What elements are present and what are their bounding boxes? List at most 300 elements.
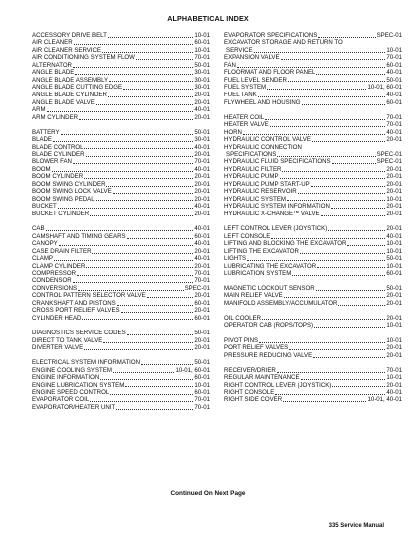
index-entry-label: CAB bbox=[32, 225, 45, 233]
index-entry-label: CYLINDER HEAD bbox=[32, 314, 82, 322]
continued-note: Continued On Next Page bbox=[170, 490, 246, 497]
index-entry-page: 40-01 bbox=[194, 106, 210, 114]
dot-leader bbox=[116, 409, 193, 410]
index-entry bbox=[32, 382, 210, 389]
index-entry bbox=[32, 225, 210, 232]
index-entry-label: CAMSHAFT AND TIMING GEARS bbox=[32, 232, 126, 240]
index-entry bbox=[32, 292, 210, 299]
dot-leader bbox=[332, 386, 385, 387]
index-entry-page: 50-01 bbox=[386, 76, 402, 84]
index-entry bbox=[32, 136, 210, 143]
dot-leader bbox=[317, 267, 385, 268]
index-entry-page: 30-01 bbox=[194, 76, 210, 84]
index-entry-label: OIL COOLER bbox=[224, 314, 262, 322]
index-entry-page: 60-01 bbox=[386, 270, 402, 277]
index-entry bbox=[32, 47, 210, 54]
index-entry-label: ENGINE LUBRICATION SYSTEM bbox=[32, 381, 125, 389]
index-entry bbox=[32, 330, 210, 337]
index-entry bbox=[32, 106, 210, 113]
dot-leader bbox=[321, 215, 386, 216]
dot-leader bbox=[77, 275, 193, 276]
index-entry-page: 40-01 bbox=[386, 389, 402, 396]
index-entry-page: 10-01 bbox=[386, 322, 402, 330]
dot-leader bbox=[102, 52, 193, 53]
index-entry-page: 10-01 bbox=[386, 247, 402, 255]
index-entry bbox=[32, 270, 210, 277]
dot-leader bbox=[328, 230, 385, 231]
index-entry bbox=[224, 129, 402, 136]
index-entry-page: 20-01 bbox=[386, 188, 402, 196]
index-entry-page: 20-01 bbox=[386, 225, 402, 233]
index-entry-page: 20-01 bbox=[194, 292, 210, 300]
index-entry-label: ALTERNATOR bbox=[32, 61, 72, 69]
index-entry-page: 20-01 bbox=[386, 292, 402, 300]
index-entry-page: 10-01 bbox=[194, 381, 210, 389]
index-entry-label: BLADE bbox=[32, 136, 52, 144]
index-gap bbox=[224, 277, 402, 284]
index-entry bbox=[224, 99, 402, 106]
dot-leader bbox=[318, 37, 375, 38]
dot-leader bbox=[61, 134, 194, 135]
index-entry bbox=[224, 240, 402, 247]
index-entry bbox=[224, 39, 402, 46]
index-entry bbox=[224, 315, 402, 322]
dot-leader bbox=[108, 37, 194, 38]
dot-leader bbox=[258, 96, 386, 97]
index-entry bbox=[224, 233, 402, 240]
dot-leader bbox=[73, 67, 193, 68]
index-entry-page: 50-01 bbox=[194, 359, 210, 367]
dot-leader bbox=[121, 312, 194, 313]
index-entry-label: CLAMP bbox=[32, 255, 53, 263]
dot-leader bbox=[292, 275, 385, 276]
dot-leader bbox=[54, 260, 193, 261]
index-entry-label: SERVICE bbox=[226, 46, 253, 54]
index-entry bbox=[224, 166, 402, 173]
index-entry-label: BOOM SWING CYLINDER bbox=[32, 180, 106, 188]
index-entry-label: SPECIFICATIONS bbox=[226, 151, 277, 158]
index-entry-label: HYDRAULIC SYSTEM bbox=[224, 195, 286, 203]
index-entry bbox=[224, 263, 402, 270]
dot-leader bbox=[331, 208, 386, 209]
index-entry-label: ANGLE BLADE CUTTING EDGE bbox=[32, 84, 123, 92]
index-entry bbox=[224, 337, 402, 344]
index-entry-label: FUEL LEVEL SENDER bbox=[224, 76, 287, 84]
index-entry-page: 70-01 bbox=[194, 396, 210, 404]
index-entry bbox=[32, 337, 210, 344]
index-entry bbox=[32, 255, 210, 262]
dot-leader bbox=[86, 267, 193, 268]
index-entry-label: DIVERTER VALVE bbox=[32, 344, 84, 352]
index-entry-label: RECEIVER/DRIER bbox=[224, 366, 276, 374]
index-gap bbox=[224, 218, 402, 225]
index-entry bbox=[32, 166, 210, 173]
index-entry-page: 10-01 bbox=[386, 374, 402, 382]
index-entry-label: LEFT CONTROL LEVER (JOYSTICK) bbox=[224, 225, 328, 233]
index-entry-label: LIFTING THE EXCAVATOR bbox=[224, 247, 299, 255]
index-entry-page: 40-01 bbox=[194, 143, 210, 151]
index-entry-label: AIR CONDITIONING SYSTEM FLOW bbox=[32, 54, 135, 62]
index-entry bbox=[32, 211, 210, 218]
index-entry-page: 40-01 bbox=[386, 69, 402, 77]
index-entry-page: 70-01 bbox=[194, 158, 210, 166]
dot-leader bbox=[47, 111, 194, 112]
dot-leader bbox=[113, 372, 175, 373]
index-entry-label: FLOORMAT AND FLOOR PANEL bbox=[224, 69, 316, 77]
index-gap bbox=[224, 307, 402, 314]
index-entry bbox=[224, 188, 402, 195]
index-entry-label: ANGLE BLADE bbox=[32, 69, 75, 77]
dot-leader bbox=[262, 319, 385, 320]
index-entry-page: 50-01 bbox=[194, 128, 210, 136]
index-entry-label: BOOM SWING LOCK VALVE bbox=[32, 188, 112, 196]
index-entry-page: 70-01 bbox=[386, 366, 402, 374]
index-gap bbox=[224, 330, 402, 337]
index-entry-label: ARM bbox=[32, 106, 46, 114]
index-entry-page: 40-01 bbox=[386, 91, 402, 99]
index-entry-page: 70-01 bbox=[194, 54, 210, 62]
index-entry-label: MAGNETIC LOCKOUT SENSOR bbox=[224, 284, 315, 292]
index-entry bbox=[224, 62, 402, 69]
index-entry-label: RIGHT SIDE COVER bbox=[224, 396, 283, 404]
index-entry-page: 60-01 bbox=[194, 389, 210, 396]
dot-leader bbox=[302, 104, 386, 105]
index-entry-label: DIAGNOSTICS SERVICE CODES bbox=[32, 329, 126, 337]
index-entry-label: ANGLE BLADE CYLINDER bbox=[32, 91, 107, 99]
index-entry bbox=[224, 255, 402, 262]
index-entry-page: 20-01 bbox=[386, 210, 402, 218]
dot-leader bbox=[82, 319, 193, 320]
dot-leader bbox=[100, 379, 193, 380]
index-entry-label: FLYWHEEL AND HOUSING bbox=[224, 98, 301, 106]
index-entry bbox=[32, 173, 210, 180]
index-entry-label: HYDRAULIC SYSTEM INFORMATION bbox=[224, 203, 330, 211]
index-entry-page: 40-01 bbox=[194, 203, 210, 211]
index-entry bbox=[32, 344, 210, 351]
index-entry bbox=[32, 62, 210, 69]
dot-leader bbox=[123, 89, 193, 90]
index-entry-label: CANOPY bbox=[32, 240, 58, 248]
dot-leader bbox=[127, 334, 194, 335]
index-entry-page: 20-01 bbox=[386, 173, 402, 181]
index-entry-label: CASE DRAIN FILTER bbox=[32, 247, 92, 255]
index-entry-label: DIRECT TO TANK VALVE bbox=[32, 336, 103, 344]
index-entry-label: HORN bbox=[224, 128, 242, 136]
index-entry-page: 30-01 bbox=[194, 69, 210, 77]
dot-leader bbox=[301, 379, 386, 380]
dot-leader bbox=[84, 178, 193, 179]
index-entry-label: LIFTING AND BLOCKING THE EXCAVATOR bbox=[224, 240, 347, 248]
index-entry-label: PIVOT PINS bbox=[224, 336, 259, 344]
index-entry bbox=[32, 307, 210, 314]
index-entry-label: HYDRAULIC CONNECTION bbox=[224, 143, 302, 151]
index-entry-label: ENGINE COOLING SYSTEM bbox=[32, 366, 112, 374]
dot-leader bbox=[46, 230, 194, 231]
index-entry-label: HYDRAULIC PUMP START-UP bbox=[224, 180, 310, 188]
index-entry-page: 20-01 bbox=[194, 173, 210, 181]
dot-leader bbox=[332, 163, 376, 164]
dot-leader bbox=[270, 126, 386, 127]
index-entry-label: ANGLE BLADE ASSEMBLY bbox=[32, 76, 109, 84]
dot-leader bbox=[237, 67, 386, 68]
index-entry-label: BOOM CYLINDER bbox=[32, 173, 84, 181]
index-entry bbox=[32, 92, 210, 99]
index-entry bbox=[32, 77, 210, 84]
index-entry-page: 20-01 bbox=[194, 98, 210, 106]
index-entry-page: 40-01 bbox=[386, 128, 402, 136]
index-entry-page: 10-01, 40-01 bbox=[367, 396, 402, 404]
index-entry-page: 60-01 bbox=[194, 39, 210, 47]
index-entry-page: 60-01 bbox=[194, 314, 210, 322]
index-entry-page: 20-01 bbox=[194, 262, 210, 270]
dot-leader bbox=[267, 89, 366, 90]
index-entry bbox=[224, 54, 402, 61]
index-entry bbox=[32, 367, 210, 374]
dot-leader bbox=[73, 282, 194, 283]
dot-leader bbox=[84, 148, 193, 149]
index-gap bbox=[224, 106, 402, 113]
dot-leader bbox=[283, 401, 366, 402]
dot-leader bbox=[108, 96, 194, 97]
index-entry-label: COMPRESSOR bbox=[32, 270, 77, 277]
index-entry-label: EXPANSION VALVE bbox=[224, 54, 280, 62]
index-entry-page: 10-01 bbox=[386, 46, 402, 54]
index-entry-page: 70-01 bbox=[194, 403, 210, 411]
index-entry-page: 20-01 bbox=[386, 381, 402, 389]
index-entry-label: EXCAVATOR STORAGE AND RETURN TO bbox=[224, 39, 343, 47]
index-gap bbox=[224, 359, 402, 366]
dot-leader bbox=[109, 81, 193, 82]
index-entry-page: 60-01 bbox=[194, 299, 210, 307]
index-column-left bbox=[32, 32, 210, 411]
dot-leader bbox=[259, 342, 385, 343]
dot-leader bbox=[117, 305, 194, 306]
index-entry-page: SPEC-01 bbox=[376, 151, 402, 158]
index-gap bbox=[32, 121, 210, 128]
index-entry bbox=[32, 263, 210, 270]
index-entry-label: ARM CYLINDER bbox=[32, 113, 79, 121]
index-entry-label: BOOM bbox=[32, 165, 51, 173]
index-entry-page: 10-01, 60-01 bbox=[367, 84, 402, 92]
dot-leader bbox=[125, 386, 193, 387]
dot-leader bbox=[288, 81, 386, 82]
dot-leader bbox=[52, 171, 194, 172]
index-entry-page: SPEC-01 bbox=[376, 32, 402, 39]
index-entry-page: 30-01 bbox=[194, 84, 210, 92]
index-entry-label: HYDRAULIC X-CHANGE™ VALVE bbox=[224, 210, 320, 218]
dot-leader bbox=[265, 119, 385, 120]
index-entry-label: ENGINE SPEED CONTROL bbox=[32, 389, 110, 396]
index-entry-label: LEFT CONSOLE bbox=[224, 232, 271, 240]
index-entry bbox=[32, 39, 210, 46]
index-entry bbox=[32, 300, 210, 307]
dot-leader bbox=[298, 193, 386, 194]
index-entry bbox=[32, 181, 210, 188]
index-entry-page: 70-01 bbox=[386, 54, 402, 62]
index-entry-label: CONVERSIONS bbox=[32, 284, 78, 292]
index-entry-page: 50-01 bbox=[386, 284, 402, 292]
dot-leader bbox=[347, 245, 385, 246]
index-entry-label: FAN bbox=[224, 61, 236, 69]
index-entry bbox=[224, 181, 402, 188]
dot-leader bbox=[73, 163, 193, 164]
index-entry bbox=[224, 144, 402, 151]
index-entry-label: ELECTRICAL SYSTEM INFORMATION bbox=[32, 359, 141, 367]
index-entry bbox=[224, 114, 402, 121]
index-entry-label: LIGHTS bbox=[224, 255, 247, 263]
index-entry bbox=[224, 248, 402, 255]
index-entry bbox=[224, 285, 402, 292]
index-entry-label: FUEL SYSTEM bbox=[224, 84, 267, 92]
dot-leader bbox=[86, 156, 194, 157]
index-entry-label: EVAPORATOR SPECIFICATIONS bbox=[224, 32, 318, 39]
index-entry bbox=[224, 136, 402, 143]
dot-leader bbox=[53, 141, 193, 142]
index-entry bbox=[224, 92, 402, 99]
index-entry-page: 20-01 bbox=[194, 113, 210, 121]
dot-leader bbox=[90, 215, 193, 216]
index-entry-page: 20-01 bbox=[194, 344, 210, 352]
index-entry-label: CRANKSHAFT AND PISTONS bbox=[32, 299, 116, 307]
dot-leader bbox=[284, 297, 386, 298]
index-gap bbox=[32, 352, 210, 359]
index-entry-page: 20-01 bbox=[194, 210, 210, 218]
dot-leader bbox=[275, 394, 385, 395]
index-entry-page: 20-01 bbox=[194, 195, 210, 203]
index-entry bbox=[32, 144, 210, 151]
page-title: ALPHABETICAL INDEX bbox=[167, 14, 249, 23]
index-entry-label: CONDENSOR bbox=[32, 277, 72, 285]
index-entry-page: 50-01 bbox=[194, 329, 210, 337]
index-entry-page: 20-01 bbox=[194, 307, 210, 315]
index-entry-label: BUCKET bbox=[32, 203, 57, 211]
dot-leader bbox=[316, 74, 385, 75]
dot-leader bbox=[254, 52, 386, 53]
dot-leader bbox=[282, 171, 385, 172]
index-entry-page: 40-01 bbox=[194, 255, 210, 263]
index-entry bbox=[32, 359, 210, 366]
index-entry-label: BOOM SWING PEDAL bbox=[32, 195, 95, 203]
index-entry-page: 70-01 bbox=[194, 277, 210, 285]
index-entry bbox=[32, 315, 210, 322]
index-entry-label: ENGINE INFORMATION bbox=[32, 374, 100, 382]
index-entry bbox=[224, 322, 402, 329]
dot-leader bbox=[287, 200, 385, 201]
index-entry bbox=[32, 285, 210, 292]
index-entry-page: 20-01 bbox=[386, 299, 402, 307]
index-entry-label: PORT RELIEF VALVES bbox=[224, 344, 289, 352]
index-entry-page: 10-01 bbox=[386, 336, 402, 344]
index-entry bbox=[224, 225, 402, 232]
dot-leader bbox=[84, 349, 193, 350]
index-entry bbox=[224, 292, 402, 299]
index-entry bbox=[224, 151, 402, 158]
dot-leader bbox=[289, 349, 385, 350]
index-entry bbox=[224, 47, 402, 54]
dot-leader bbox=[90, 401, 193, 402]
index-entry bbox=[32, 84, 210, 91]
index-entry bbox=[32, 404, 210, 411]
index-entry-label: HEATER VALVE bbox=[224, 121, 269, 129]
index-entry bbox=[224, 367, 402, 374]
dot-leader bbox=[271, 238, 385, 239]
index-entry bbox=[32, 396, 210, 403]
index-entry-label: RIGHT CONTROL LEVER (JOYSTICK) bbox=[224, 381, 332, 389]
dot-leader bbox=[314, 327, 385, 328]
index-entry-page: 60-01 bbox=[194, 232, 210, 240]
index-entry-page: 10-01 bbox=[194, 32, 210, 39]
index-entry bbox=[32, 129, 210, 136]
dot-leader bbox=[74, 44, 194, 45]
dot-leader bbox=[311, 186, 386, 187]
index-entry-label: OPERATOR CAB (ROPS/TOPS) bbox=[224, 322, 314, 330]
index-entry-page: 10-01 bbox=[386, 262, 402, 270]
index-entry-page: 60-01 bbox=[386, 61, 402, 69]
index-entry bbox=[224, 389, 402, 396]
index-entry-label: BLADE CYLINDER bbox=[32, 151, 85, 158]
index-entry bbox=[32, 158, 210, 165]
dot-leader bbox=[127, 238, 194, 239]
index-entry bbox=[32, 240, 210, 247]
index-entry-label: REGULAR MAINTENANCE bbox=[224, 374, 300, 382]
index-entry-label: LUBRICATING THE EXCAVATOR bbox=[224, 262, 317, 270]
index-entry bbox=[224, 374, 402, 381]
index-gap bbox=[32, 322, 210, 329]
index-entry-page: 20-01 bbox=[194, 247, 210, 255]
index-entry-label: CLAMP CYLINDER bbox=[32, 262, 86, 270]
index-entry-label: HYDRAULIC RESERVOIR bbox=[224, 188, 297, 196]
index-entry bbox=[224, 77, 402, 84]
dot-leader bbox=[92, 253, 193, 254]
index-entry-label: ANGLE BLADE VALVE bbox=[32, 98, 95, 106]
dot-leader bbox=[147, 297, 194, 298]
dot-leader bbox=[75, 74, 193, 75]
dot-leader bbox=[312, 141, 385, 142]
dot-leader bbox=[280, 178, 386, 179]
index-entry bbox=[32, 203, 210, 210]
index-entry bbox=[224, 32, 402, 39]
index-entry bbox=[224, 396, 402, 403]
dot-leader bbox=[106, 186, 193, 187]
index-entry bbox=[32, 233, 210, 240]
dot-leader bbox=[281, 59, 386, 60]
index-entry bbox=[32, 114, 210, 121]
index-entry-page: SPEC-01 bbox=[184, 284, 210, 292]
dot-leader bbox=[58, 208, 194, 209]
index-entry-page: 50-01 bbox=[386, 255, 402, 263]
index-entry-label: HEATER COIL bbox=[224, 113, 265, 121]
index-entry-label: CROSS PORT RELIEF VALVES bbox=[32, 307, 120, 315]
dot-leader bbox=[313, 357, 385, 358]
index-entry bbox=[32, 196, 210, 203]
dot-leader bbox=[78, 290, 184, 291]
index-entry bbox=[224, 196, 402, 203]
dot-leader bbox=[96, 104, 194, 105]
index-entry-page: 20-01 bbox=[386, 203, 402, 211]
index-entry bbox=[224, 344, 402, 351]
index-entry bbox=[32, 248, 210, 255]
index-entry-page: 20-01 bbox=[386, 180, 402, 188]
index-entry bbox=[32, 389, 210, 396]
dot-leader bbox=[113, 193, 194, 194]
index-entry-page: 10-01, 60-01 bbox=[175, 366, 210, 374]
index-entry-page: 20-01 bbox=[194, 151, 210, 158]
index-entry-label: MAIN RELIEF VALVE bbox=[224, 292, 283, 300]
dot-leader bbox=[277, 156, 375, 157]
index-entry-page: 40-01 bbox=[194, 240, 210, 248]
dot-leader bbox=[141, 364, 193, 365]
index-entry-page: 60-01 bbox=[386, 98, 402, 106]
